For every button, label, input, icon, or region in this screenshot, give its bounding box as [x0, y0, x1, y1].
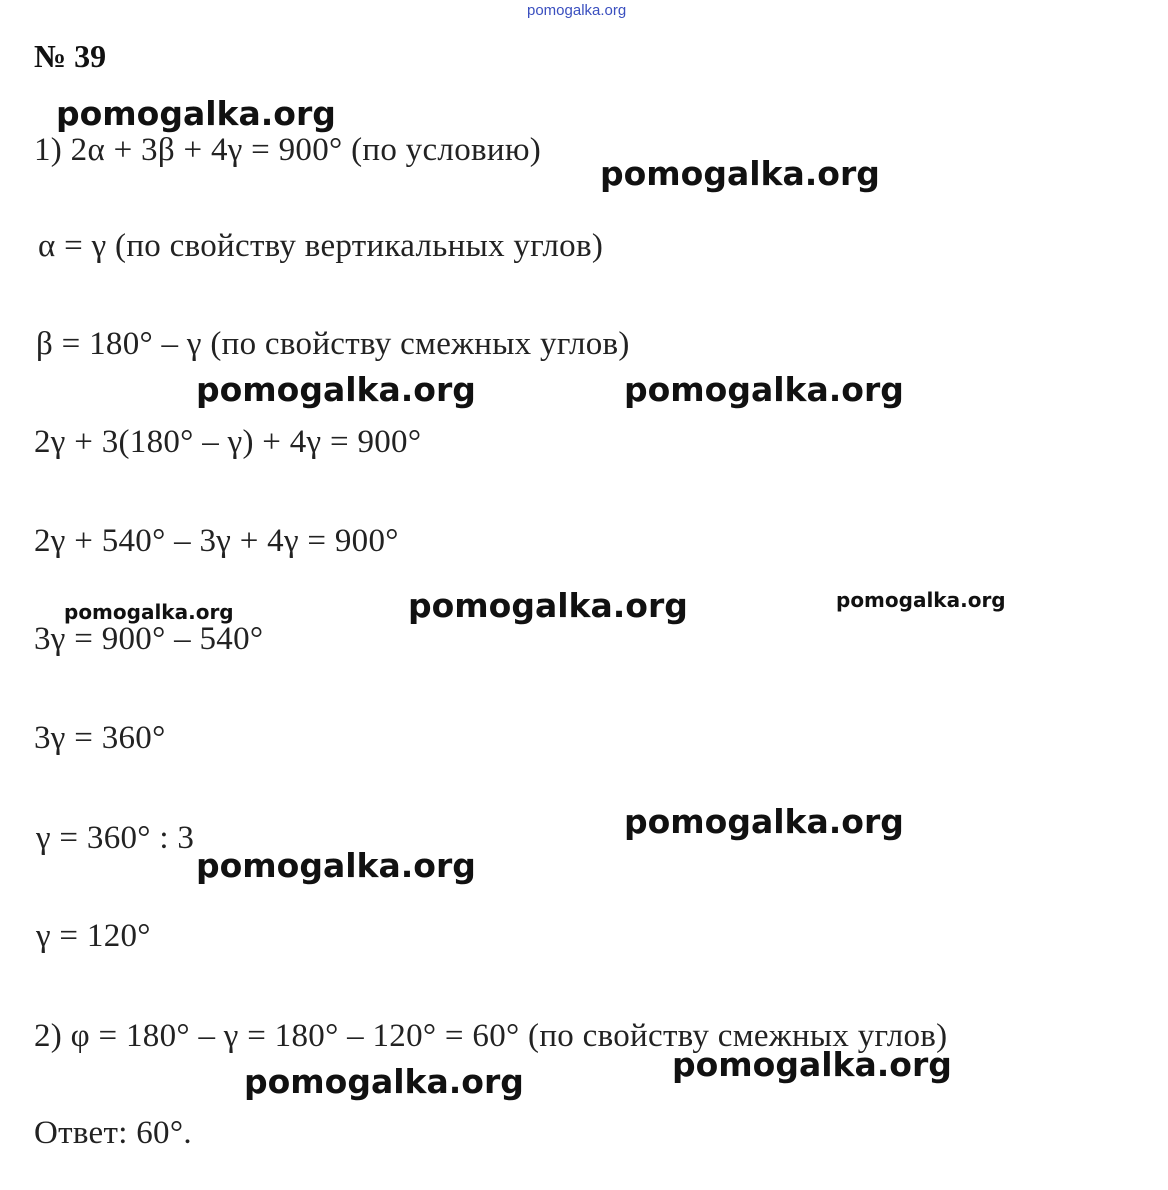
solution-line-6: 3γ = 900° – 540° [34, 621, 264, 657]
solution-line-10: 2) φ = 180° – γ = 180° – 120° = 60° (по свойству смежных углов) [34, 1018, 948, 1054]
watermark: pomogalka.org [672, 1045, 952, 1084]
watermark: pomogalka.org [64, 600, 234, 624]
watermark: pomogalka.org [196, 846, 476, 885]
watermark: pomogalka.org [624, 802, 904, 841]
solution-line-8: γ = 360° : 3 [36, 820, 195, 856]
answer-line: Ответ: 60°. [34, 1115, 192, 1151]
solution-line-4: 2γ + 3(180° – γ) + 4γ = 900° [34, 424, 422, 460]
watermark: pomogalka.org [244, 1062, 524, 1101]
watermark: pomogalka.org [600, 154, 880, 193]
watermark: pomogalka.org [56, 94, 336, 133]
watermark: pomogalka.org [408, 586, 688, 625]
solution-line-5: 2γ + 540° – 3γ + 4γ = 900° [34, 523, 399, 559]
solution-line-7: 3γ = 360° [34, 720, 166, 756]
solution-line-2: α = γ (по свойству вертикальных углов) [38, 228, 604, 264]
solution-line-1: 1) 2α + 3β + 4γ = 900° (по условию) [34, 132, 542, 168]
watermark: pomogalka.org [624, 370, 904, 409]
watermark: pomogalka.org [836, 588, 1006, 612]
top-watermark: pomogalka.org [527, 2, 627, 19]
watermark: pomogalka.org [196, 370, 476, 409]
solution-line-9: γ = 120° [36, 918, 151, 954]
solution-line-3: β = 180° – γ (по свойству смежных углов) [36, 326, 630, 362]
problem-number: № 39 [34, 38, 107, 74]
